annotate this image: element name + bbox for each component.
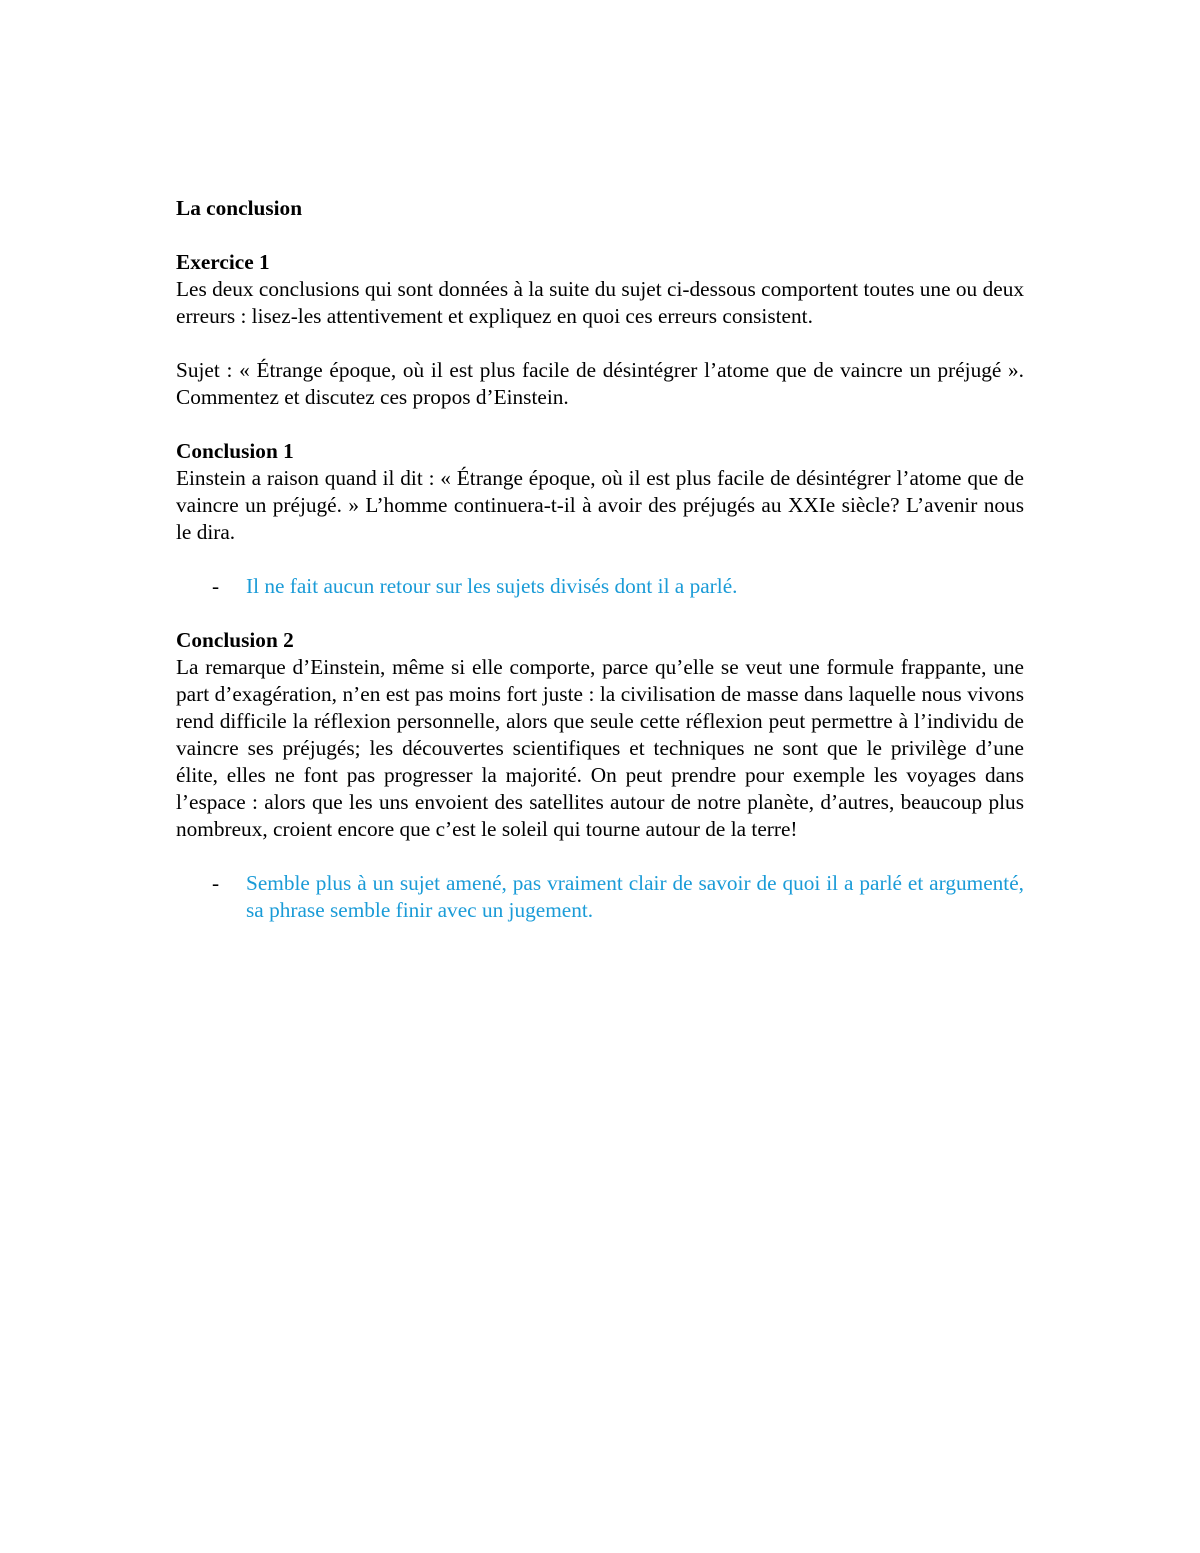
conclusion-2-annotation <box>176 870 1024 924</box>
conclusion-1-text: Einstein a raison quand il dit : « Étrange époque, où il est plus facile de désintégrer l’atome que de vaincre un préjugé. » L’homme continuera-t-il à avoir des préjugés au XXIe siècle? L’avenir nous le dira. <box>176 466 1024 544</box>
document-page <box>176 195 1024 951</box>
bullet-dash: - <box>212 574 220 598</box>
exercise-instructions: Les deux conclusions qui sont données à la suite du sujet ci-dessous comportent toutes une ou deux erreurs : lisez-les attentivement et expliquez en quoi ces erreurs consistent. <box>176 277 1024 328</box>
conclusion-1-annotation <box>176 573 1024 600</box>
bullet-dash: - <box>212 871 220 895</box>
exercise-heading: Exercice 1 <box>176 250 270 274</box>
annotation-text: Il ne fait aucun retour sur les sujets divisés dont il a parlé. <box>246 574 738 598</box>
document-title: La conclusion <box>176 196 303 220</box>
conclusion-2-text: La remarque d’Einstein, même si elle comporte, parce qu’elle se veut une formule frappante, une part d’exagération, n’en est pas moins fort juste : la civilisation de masse dans laquelle nous vivons rend difficile la réflexion personnelle, alors que seule cette réflexion peut permettre à l’individu de vaincre ses préjugés; les découvertes scientifiques et techniques ne sont que le privilège d’une élite, elles ne font pas progresser la majorité. On peut prendre pour exemple les voyages dans l’espace : alors que les uns envoient des satellites autour de notre planète, d’autres, beaucoup plus nombreux, croient encore que c’est le soleil qui tourne autour de la terre! <box>176 655 1024 841</box>
conclusion-2-heading: Conclusion 2 <box>176 628 294 652</box>
conclusion-1-heading: Conclusion 1 <box>176 439 294 463</box>
subject-text: Sujet : « Étrange époque, où il est plus facile de désintégrer l’atome que de vaincre un préjugé ». Commentez et discutez ces propos d’Einstein. <box>176 358 1024 409</box>
annotation-text: Semble plus à un sujet amené, pas vraiment clair de savoir de quoi il a parlé et argumenté, sa phrase semble finir avec un jugement. <box>246 871 1024 922</box>
